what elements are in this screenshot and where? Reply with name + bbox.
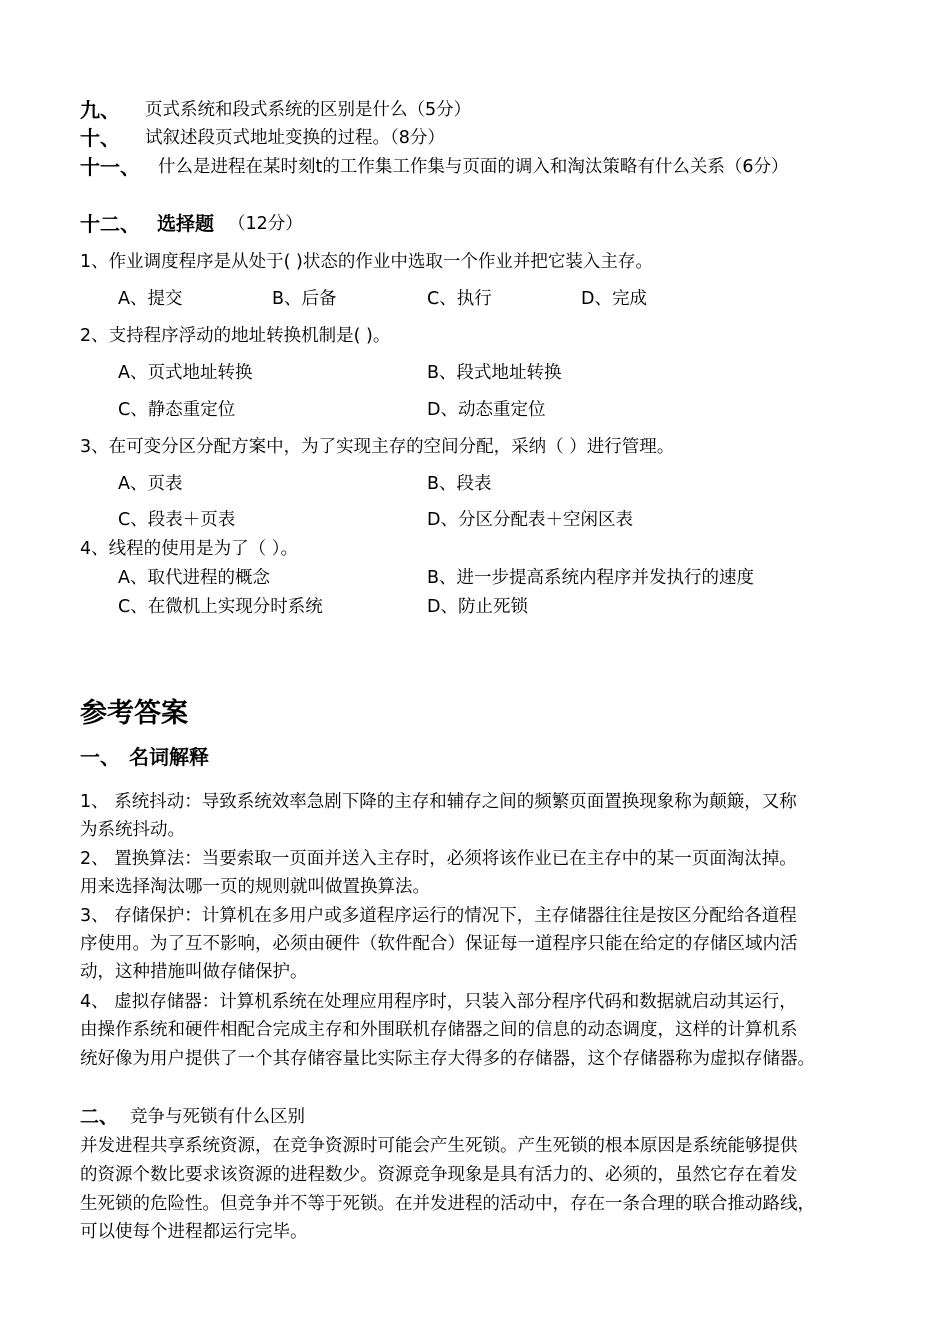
body-line: 1、 系统抖动：导致系统效率急剧下降的主存和辅存之间的频繁页面置换现象称为颠簸，又称: [80, 792, 797, 812]
question-number: 十、: [80, 126, 120, 150]
section-title: 名词解释: [129, 745, 209, 769]
body-line: 序使用。为了互不影响，必须由硬件（软件配合）保证每一道程序只能在给定的存储区域内活: [80, 934, 798, 954]
option-b: B、后备: [272, 289, 337, 309]
body-line: 并发进程共享系统资源，在竞争资源时可能会产生死锁。产生死锁的根本原因是系统能够提供: [80, 1136, 798, 1156]
option-a: A、页式地址转换: [118, 363, 253, 383]
option-d: D、分区分配表＋空闲区表: [427, 510, 633, 530]
body-line: 用来选择淘汰哪一页的规则就叫做置换算法。: [80, 877, 430, 897]
section-number: 一、: [80, 745, 120, 769]
option-c: C、在微机上实现分时系统: [118, 597, 323, 617]
body-line: 的资源个数比要求该资源的进程数少。资源竞争现象是具有活力的、必须的，虽然它存在着发: [80, 1165, 798, 1185]
option-b: B、进一步提高系统内程序并发执行的速度: [427, 568, 755, 588]
section-points: （12分）: [228, 214, 303, 234]
option-b: B、段式地址转换: [427, 363, 562, 383]
option-c: C、段表＋页表: [118, 510, 236, 530]
answers-title: 参考答案: [80, 698, 188, 729]
section-number: 二、: [80, 1106, 119, 1128]
option-a: A、提交: [118, 289, 183, 309]
option-d: D、防止死锁: [427, 597, 528, 617]
body-line: 动，这种措施叫做存储保护。: [80, 962, 308, 982]
body-line: 4、 虚拟存储器：计算机系统在处理应用程序时，只装入部分程序代码和数据就启动其运行，: [80, 992, 797, 1012]
question-text: 什么是进程在某时刻t的工作集工作集与页面的调入和淘汰策略有什么关系（6分）: [158, 157, 789, 177]
question-number: 九、: [80, 98, 120, 122]
question-text: 试叙述段页式地址变换的过程。（8分）: [145, 128, 445, 148]
section-title: 竞争与死锁有什么区别: [130, 1107, 305, 1127]
body-line: 可以使每个进程都运行完毕。: [80, 1222, 308, 1242]
body-line: 统好像为用户提供了一个其存储容量比实际主存大得多的存储器，这个存储器称为虚拟存储器。: [80, 1049, 815, 1069]
question-stem: 4、线程的使用是为了（ ）。: [80, 539, 298, 559]
option-c: C、执行: [427, 289, 492, 309]
option-d: D、完成: [581, 289, 647, 309]
option-c: C、静态重定位: [118, 400, 236, 420]
section-title: 选择题: [157, 213, 215, 235]
option-d: D、动态重定位: [427, 400, 546, 420]
question-stem: 2、支持程序浮动的地址转换机制是( )。: [80, 326, 391, 346]
question-number: 十一、: [80, 155, 140, 179]
question-stem: 1、作业调度程序是从处于( )状态的作业中选取一个作业并把它装入主存。: [80, 252, 653, 272]
question-text: 页式系统和段式系统的区别是什么（5分）: [145, 100, 472, 120]
body-line: 为系统抖动。: [80, 820, 185, 840]
body-line: 生死锁的危险性。但竞争并不等于死锁。在并发进程的活动中，存在一条合理的联合推动路线，: [80, 1194, 815, 1214]
body-line: 3、 存储保护：计算机在多用户或多道程序运行的情况下，主存储器往往是按区分配给各道程: [80, 906, 797, 926]
body-line: 由操作系统和硬件相配合完成主存和外围联机存储器之间的信息的动态调度，这样的计算机系: [80, 1020, 798, 1040]
question-stem: 3、在可变分区分配方案中，为了实现主存的空间分配，采纳（ ）进行管理。: [80, 437, 675, 457]
option-a: A、取代进程的概念: [118, 568, 270, 588]
section-number: 十二、: [80, 212, 140, 236]
body-line: 2、 置换算法：当要索取一页面并送入主存时，必须将该作业已在主存中的某一页面淘汰掉。: [80, 849, 797, 869]
option-a: A、页表: [118, 474, 183, 494]
option-b: B、段表: [427, 474, 492, 494]
